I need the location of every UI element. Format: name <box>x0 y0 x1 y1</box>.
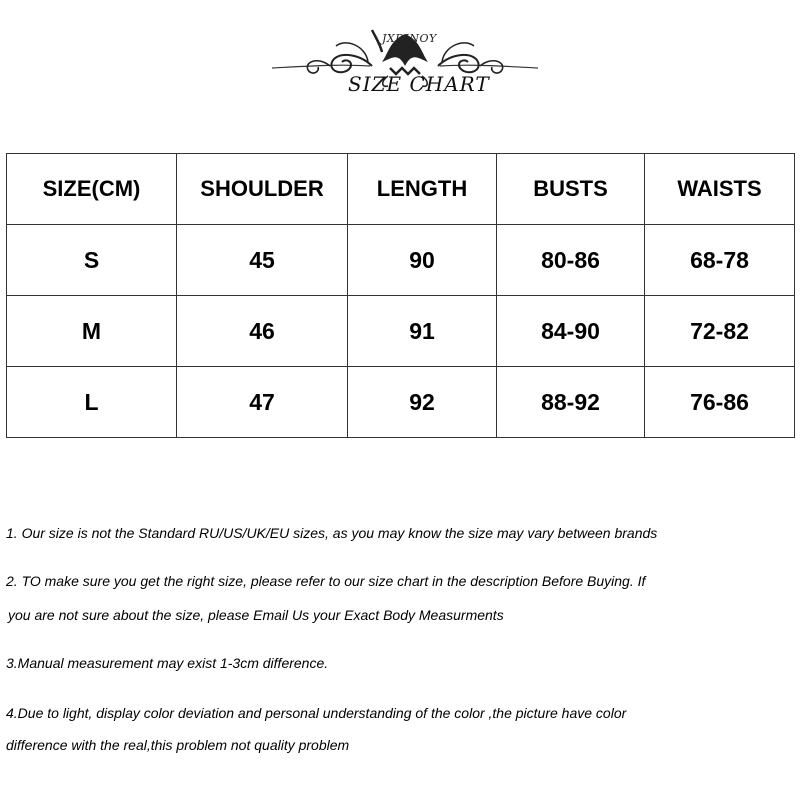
column-header-waists: WAISTS <box>645 154 795 225</box>
note-1: 1. Our size is not the Standard RU/US/UK/EU sizes, as you may know the size may vary between brands <box>6 525 658 541</box>
cell-waists: 72-82 <box>645 296 795 367</box>
cell-busts: 88-92 <box>497 367 645 438</box>
table-row <box>7 367 795 438</box>
cell-waists: 76-86 <box>645 367 795 438</box>
cell-shoulder: 47 <box>177 367 348 438</box>
cell-busts: 84-90 <box>497 296 645 367</box>
cell-shoulder: 46 <box>177 296 348 367</box>
cell-length: 91 <box>348 296 497 367</box>
column-header-size: SIZE(CM) <box>7 154 177 225</box>
column-header-length: LENGTH <box>348 154 497 225</box>
cell-size: M <box>7 296 177 367</box>
note-3: 3.Manual measurement may exist 1-3cm difference. <box>6 655 329 671</box>
cell-length: 92 <box>348 367 497 438</box>
note-4-line-1: 4.Due to light, display color deviation and personal understanding of the color ,the picture have color <box>6 705 627 721</box>
brand-name: JXDINOY <box>382 32 437 45</box>
column-header-shoulder: SHOULDER <box>177 154 348 225</box>
table-row <box>7 296 795 367</box>
cell-busts: 80-86 <box>497 225 645 296</box>
size-chart-logo <box>270 22 540 100</box>
cell-size: L <box>7 367 177 438</box>
cell-shoulder: 45 <box>177 225 348 296</box>
table-header-row <box>7 154 795 225</box>
column-header-busts: BUSTS <box>497 154 645 225</box>
cell-waists: 68-78 <box>645 225 795 296</box>
table-row <box>7 225 795 296</box>
page-title: SIZE CHART <box>348 72 490 96</box>
note-2-line-1: 2. TO make sure you get the right size, please refer to our size chart in the description Before Buying. If <box>6 573 646 589</box>
cell-length: 90 <box>348 225 497 296</box>
note-2-line-2: you are not sure about the size, please Email Us your Exact Body Measurments <box>8 607 504 623</box>
size-table <box>6 153 795 438</box>
cell-size: S <box>7 225 177 296</box>
note-4-line-2: difference with the real,this problem not quality problem <box>6 737 350 753</box>
